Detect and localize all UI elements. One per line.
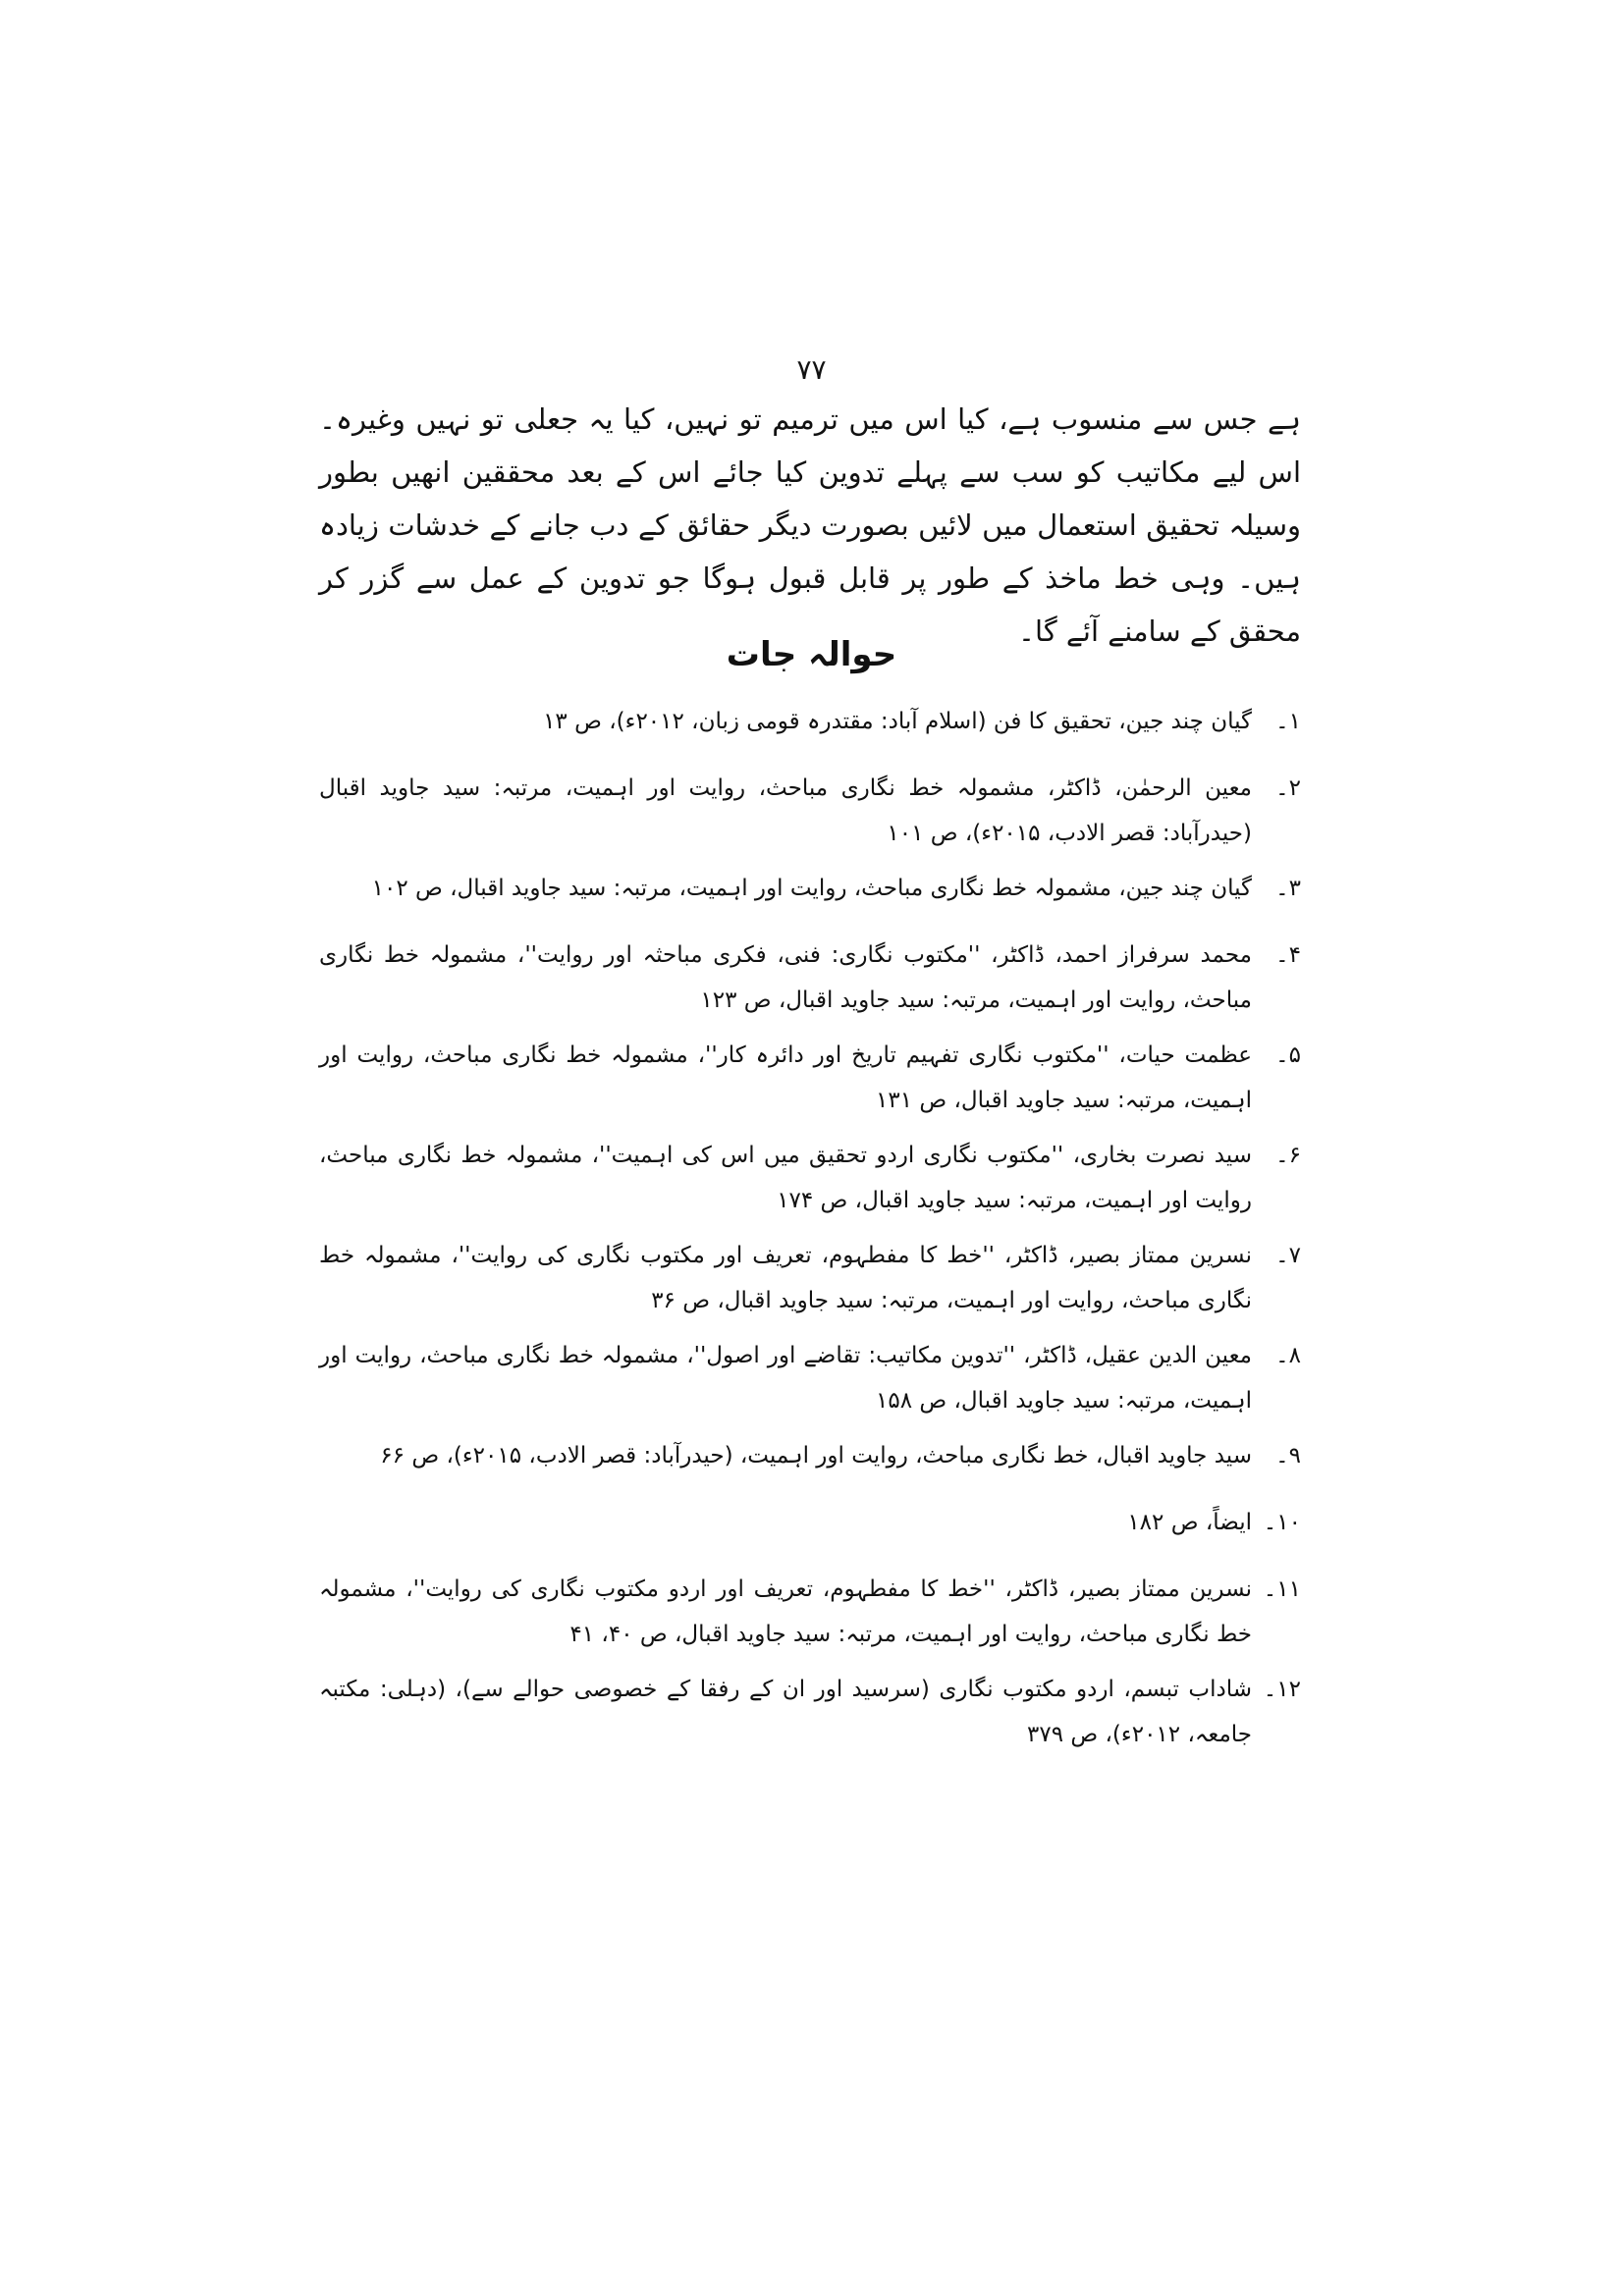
page-number: ۷۷ [796,353,827,386]
reference-number: ۲۔ [1275,775,1301,801]
reference-text: سید جاوید اقبال، خط نگاری مباحث، روایت اور اہمیت، (حیدرآباد: قصر الادب، ۲۰۱۵ء)، ص ۶۶ [380,1443,1252,1468]
reference-item [319,1500,1301,1545]
reference-number: ۸۔ [1275,1343,1301,1368]
reference-number: ۱۱۔ [1263,1576,1301,1602]
reference-item [319,866,1301,911]
references-heading: حوالہ جات [726,635,897,674]
reference-text: محمد سرفراز احمد، ڈاکٹر، ''مکتوب نگاری: فنی، فکری مباحثہ اور روایت''، مشمولہ خط نگاری مباحث، روایت اور اہمیت، مرتبہ: سید جاوید اقبال، ص ۱۲۳ [319,942,1252,1013]
reference-number: ۱۲۔ [1263,1677,1301,1702]
reference-text: سید نصرت بخاری، ''مکتوب نگاری اردو تحقیق میں اس کی اہمیت''، مشمولہ خط نگاری مباحث، روایت اور اہمیت، مرتبہ: سید جاوید اقبال، ص ۱۷۴ [319,1143,1252,1213]
reference-text: گیان چند جین، مشمولہ خط نگاری مباحث، روایت اور اہمیت، مرتبہ: سید جاوید اقبال، ص ۱۰۲ [371,876,1252,901]
reference-number: ۶۔ [1275,1143,1301,1168]
reference-text: ایضاً، ص ۱۸۲ [1127,1510,1252,1535]
reference-number: ۷۔ [1275,1243,1301,1268]
reference-item [319,1567,1301,1657]
reference-text: معین الدین عقیل، ڈاکٹر، ''تدوین مکاتیب: تقاضے اور اصول''، مشمولہ خط نگاری مباحث، روایت اور اہمیت، مرتبہ: سید جاوید اقبال، ص ۱۵۸ [319,1343,1252,1414]
reference-text: معین الرحمٰن، ڈاکٹر، مشمولہ خط نگاری مباحث، روایت اور اہمیت، مرتبہ: سید جاوید اقبال (حیدرآباد: قصر الادب، ۲۰۱۵ء)، ص ۱۰۱ [319,775,1252,846]
reference-item [319,1233,1301,1323]
reference-item [319,933,1301,1023]
reference-number: ۴۔ [1275,942,1301,968]
reference-item [319,766,1301,856]
body-paragraph: ہے جس سے منسوب ہے، کیا اس میں ترمیم تو نہیں، کیا یہ جعلی تو نہیں وغیرہ۔ اس لیے مکاتیب کو سب سے پہلے تدوین کیا جائے اس کے بعد محققین انھیں بطور وسیلہ تحقیق استعمال میں لائیں بصورت دیگر حقائق کے دب جانے کے خدشات زیادہ ہیں۔ وہی خط ماخذ کے طور پر قابل قبول ہوگا جو تدوین کے عمل سے گزر کر محقق کے سامنے آئے گا۔ [319,402,1301,648]
reference-text: نسرین ممتاز بصیر، ڈاکٹر، ''خط کا مفطہوم، تعریف اور مکتوب نگاری کی روایت''، مشمولہ خط نگاری مباحث، روایت اور اہمیت، مرتبہ: سید جاوید اقبال، ص ۳۶ [319,1243,1252,1313]
reference-text: نسرین ممتاز بصیر، ڈاکٹر، ''خط کا مفطہوم، تعریف اور اردو مکتوب نگاری کی روایت''، مشمولہ خط نگاری مباحث، روایت اور اہمیت، مرتبہ: سید جاوید اقبال، ص ۴۰، ۴۱ [319,1576,1252,1647]
reference-item [319,1433,1301,1478]
reference-number: ۹۔ [1275,1443,1301,1468]
reference-text: گیان چند جین، تحقیق کا فن (اسلام آباد: مقتدرہ قومی زبان، ۲۰۱۲ء)، ص ۱۳ [543,709,1252,734]
reference-text: شاداب تبسم، اردو مکتوب نگاری (سرسید اور ان کے رفقا کے خصوصی حوالے سے)، (دہلی: مکتبہ جامعہ، ۲۰۱۲ء)، ص ۳۷۹ [319,1677,1252,1747]
reference-number: ۱۰۔ [1263,1510,1301,1535]
reference-number: ۵۔ [1275,1042,1301,1068]
reference-item [319,1333,1301,1423]
reference-item [319,1133,1301,1223]
reference-text: عظمت حیات، ''مکتوب نگاری تفہیم تاریخ اور دائرہ کار''، مشمولہ خط نگاری مباحث، روایت اور اہمیت، مرتبہ: سید جاوید اقبال، ص ۱۳۱ [319,1042,1252,1113]
reference-item [319,1667,1301,1757]
reference-item [319,699,1301,744]
reference-number: ۱۔ [1275,709,1301,734]
reference-item [319,1033,1301,1123]
reference-list [319,699,1301,1767]
reference-number: ۳۔ [1275,876,1301,901]
